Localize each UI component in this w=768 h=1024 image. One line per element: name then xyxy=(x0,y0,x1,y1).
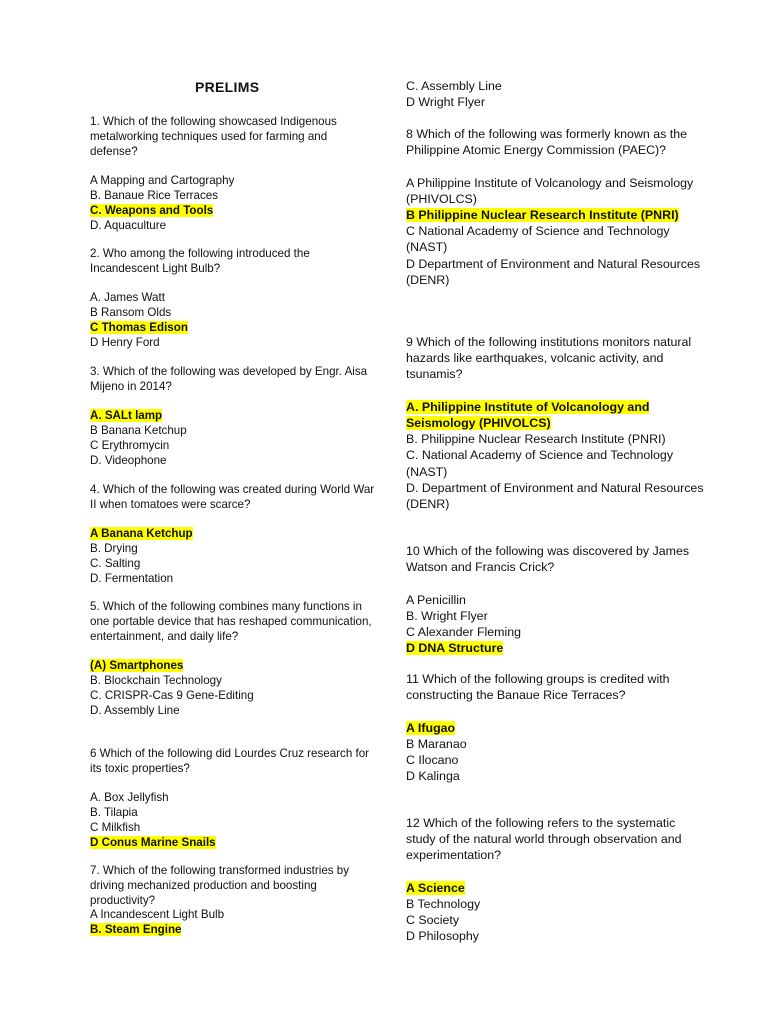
option-b: B. Blockchain Technology xyxy=(90,673,222,687)
answer-highlight: C. Weapons and Tools xyxy=(90,203,214,217)
question-10 xyxy=(406,543,706,656)
option-list xyxy=(90,908,375,938)
option-list xyxy=(90,409,375,468)
option-d: D. Assembly Line xyxy=(90,703,180,717)
option-c: C Alexander Fleming xyxy=(406,625,522,639)
question-text: 8 Which of the following was formerly known as the Philippine Atomic Energy Commission (PAEC)? xyxy=(406,127,687,158)
question-text: 5. Which of the following combines many functions in one portable device that has reshaped communication, entertainment, and daily life? xyxy=(90,600,372,643)
question-8 xyxy=(406,126,706,288)
option-d: D. Videophone xyxy=(90,453,167,467)
question-11 xyxy=(406,671,706,784)
option-b: B. Banaue Rice Terraces xyxy=(90,188,219,202)
option-b: B Ransom Olds xyxy=(90,306,172,320)
question-2 xyxy=(90,247,375,351)
option-c: C. Salting xyxy=(90,556,141,570)
option-c: C Milkfish xyxy=(90,820,141,834)
question-text: 2. Who among the following introduced the Incandescent Light Bulb? xyxy=(90,247,310,275)
option-list xyxy=(406,592,706,657)
option-b-correct xyxy=(406,207,706,223)
option-d: D Kalinga xyxy=(406,769,460,784)
option-d-correct xyxy=(406,640,706,656)
option-d: D. Fermentation xyxy=(90,571,174,585)
answer-highlight: A Banana Ketchup xyxy=(90,527,193,541)
option-a: A Philippine Institute of Volcanology and Seismology (PHIVOLCS) xyxy=(406,175,694,206)
option-list xyxy=(90,291,375,350)
option-list xyxy=(406,720,706,785)
question-7 xyxy=(90,864,375,938)
question-9 xyxy=(406,334,706,512)
option-list xyxy=(90,791,375,850)
answer-highlight: B Philippine Nuclear Research Institute (PNRI) xyxy=(406,208,679,222)
option-list xyxy=(406,175,706,288)
option-b: B Maranao xyxy=(406,736,467,751)
option-a-correct xyxy=(90,409,375,424)
option-d: D Henry Ford xyxy=(90,335,160,349)
answer-highlight: A Ifugao xyxy=(406,720,456,735)
option-b: B. Drying xyxy=(90,542,138,556)
question-text: 10 Which of the following was discovered by James Watson and Francis Crick? xyxy=(406,544,690,575)
question-text: 1. Which of the following showcased Indigenous metalworking techniques used for farming and defense? xyxy=(90,115,337,158)
page-title: PRELIMS xyxy=(195,79,260,95)
option-list xyxy=(90,659,375,718)
option-b: B. Philippine Nuclear Research Institute (PNRI) xyxy=(406,432,666,447)
option-c-correct xyxy=(90,204,375,219)
option-a-correct xyxy=(90,659,375,674)
option-list xyxy=(406,399,706,512)
answer-highlight: C Thomas Edison xyxy=(90,320,188,334)
option-a: A Mapping and Cartography xyxy=(90,174,235,188)
option-a: A Penicillin xyxy=(406,592,466,607)
option-c: C Erythromycin xyxy=(90,438,170,452)
question-text: 11 Which of the following groups is credited with constructing the Banaue Rice Terraces? xyxy=(406,672,670,703)
question-4 xyxy=(90,483,375,587)
option-a: A. James Watt xyxy=(90,291,165,305)
answer-highlight: D DNA Structure xyxy=(406,641,504,656)
answer-highlight: D Conus Marine Snails xyxy=(90,835,216,849)
option-d: D Wright Flyer xyxy=(406,95,485,110)
option-a: A. Box Jellyfish xyxy=(90,791,169,805)
option-b: B Technology xyxy=(406,897,481,911)
option-list xyxy=(90,527,375,586)
option-c: C. Assembly Line xyxy=(406,79,502,93)
answer-highlight: A. SALt lamp xyxy=(90,409,163,423)
question-text: 6 Which of the following did Lourdes Cruz research for its toxic properties? xyxy=(90,747,370,775)
option-d: D. Department of Environment and Natural Resources (DENR) xyxy=(406,480,704,512)
option-c: C Society xyxy=(406,913,460,928)
option-list xyxy=(90,174,375,233)
answer-highlight: B. Steam Engine xyxy=(90,923,182,937)
option-c: C National Academy of Science and Technology (NAST) xyxy=(406,224,670,255)
option-d: D Philosophy xyxy=(406,929,480,944)
option-c: C. CRISPR-Cas 9 Gene-Editing xyxy=(90,688,254,702)
question-3 xyxy=(90,365,375,469)
option-a: A Incandescent Light Bulb xyxy=(90,908,225,922)
question-6 xyxy=(90,747,375,851)
option-b: B Banana Ketchup xyxy=(90,424,187,438)
answer-highlight: A. Philippine Institute of Volcanology and Seismology (PHIVOLCS) xyxy=(406,399,650,430)
option-b: B. Wright Flyer xyxy=(406,608,488,623)
option-a-correct xyxy=(406,720,706,736)
option-d: D. Aquaculture xyxy=(90,218,167,232)
option-b-correct xyxy=(90,923,375,938)
option-list xyxy=(406,880,706,945)
question-12 xyxy=(406,815,706,945)
question-text: 3. Which of the following was developed by Engr. Aisa Mijeno in 2014? xyxy=(90,365,368,393)
question-text: 12 Which of the following refers to the systematic study of the natural world through observation and experimentation? xyxy=(406,816,682,863)
option-a-correct xyxy=(406,880,706,896)
option-b: B. Tilapia xyxy=(90,806,138,820)
question-1 xyxy=(90,115,375,233)
option-a-correct xyxy=(406,399,706,431)
question-text: 4. Which of the following was created during World War II when tomatoes were scarce? xyxy=(90,483,375,511)
option-c: C Ilocano xyxy=(406,753,459,767)
option-d: D Department of Environment and Natural Resources (DENR) xyxy=(406,256,701,287)
question-5 xyxy=(90,600,375,718)
question-text: 9 Which of the following institutions monitors natural hazards like earthquakes, volcanic activity, and tsunamis? xyxy=(406,335,692,382)
answer-highlight: A Science xyxy=(406,880,465,895)
question-7-continued xyxy=(406,78,502,110)
question-text: 7. Which of the following transformed industries by driving mechanized production and boosting productivity? xyxy=(90,864,350,907)
option-a-correct xyxy=(90,527,375,542)
answer-highlight: (A) Smartphones xyxy=(90,659,184,673)
option-d-correct xyxy=(90,836,375,851)
option-c-correct xyxy=(90,321,375,336)
option-c: C. National Academy of Science and Technology (NAST) xyxy=(406,448,674,479)
option-list xyxy=(406,78,502,110)
